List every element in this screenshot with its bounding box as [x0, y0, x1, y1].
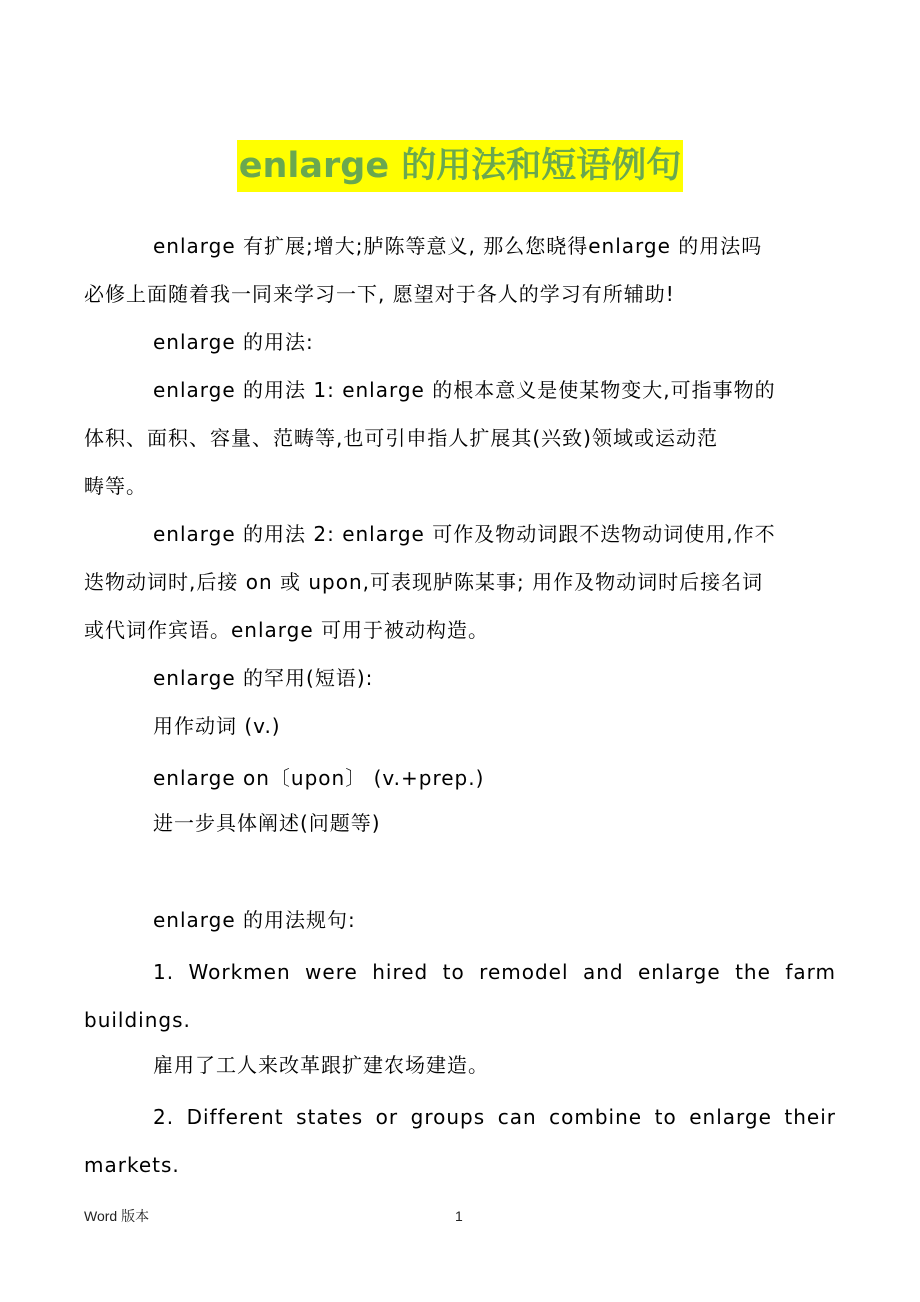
example-translation: 雇用了工人来改革跟扩建农场建造。 — [153, 1053, 489, 1077]
body-line: 迭物动词时,后接 on 或 upon,可表现胪陈某事; 用作及物动词时后接名词 — [84, 570, 764, 594]
body-line: enlarge 的用法: — [153, 330, 314, 354]
body-line: enlarge 的用法规句: — [153, 908, 356, 932]
body-line: enlarge 有扩展;增大;胪陈等意义, 那么您晓得enlarge 的用法吗 — [153, 234, 763, 258]
document-title: enlarge 的用法和短语例句 — [237, 140, 684, 192]
page-number: 1 — [455, 1208, 463, 1224]
example-sentence-continued: markets. — [84, 1153, 180, 1177]
example-sentence-continued: buildings. — [84, 1008, 191, 1032]
example-sentence: 2. Different states or groups can combine to enlarge their — [153, 1105, 836, 1129]
body-line: 或代词作宾语。enlarge 可用于被动构造。 — [84, 618, 490, 642]
body-line: enlarge 的罕用(短语): — [153, 666, 374, 690]
example-sentence: 1. Workmen were hired to remodel and enlarge the farm — [153, 960, 836, 984]
body-line: enlarge 的用法 2: enlarge 可作及物动词跟不迭物动词使用,作不 — [153, 522, 776, 546]
body-line: 必修上面随着我一同来学习一下, 愿望对于各人的学习有所辅助! — [84, 282, 675, 306]
body-line: enlarge on〔upon〕 (v.+prep.) — [153, 766, 485, 790]
body-line: 畴等。 — [84, 474, 147, 498]
body-line: 用作动词 (v.) — [153, 714, 281, 738]
footer-label: Word 版本 — [84, 1208, 150, 1224]
body-line: 进一步具体阐述(问题等) — [153, 811, 381, 835]
body-line: enlarge 的用法 1: enlarge 的根本意义是使某物变大,可指事物的 — [153, 378, 776, 402]
body-line: 体积、面积、容量、范畴等,也可引申指人扩展其(兴致)领域或运动范 — [84, 426, 718, 450]
title-container — [0, 140, 920, 192]
